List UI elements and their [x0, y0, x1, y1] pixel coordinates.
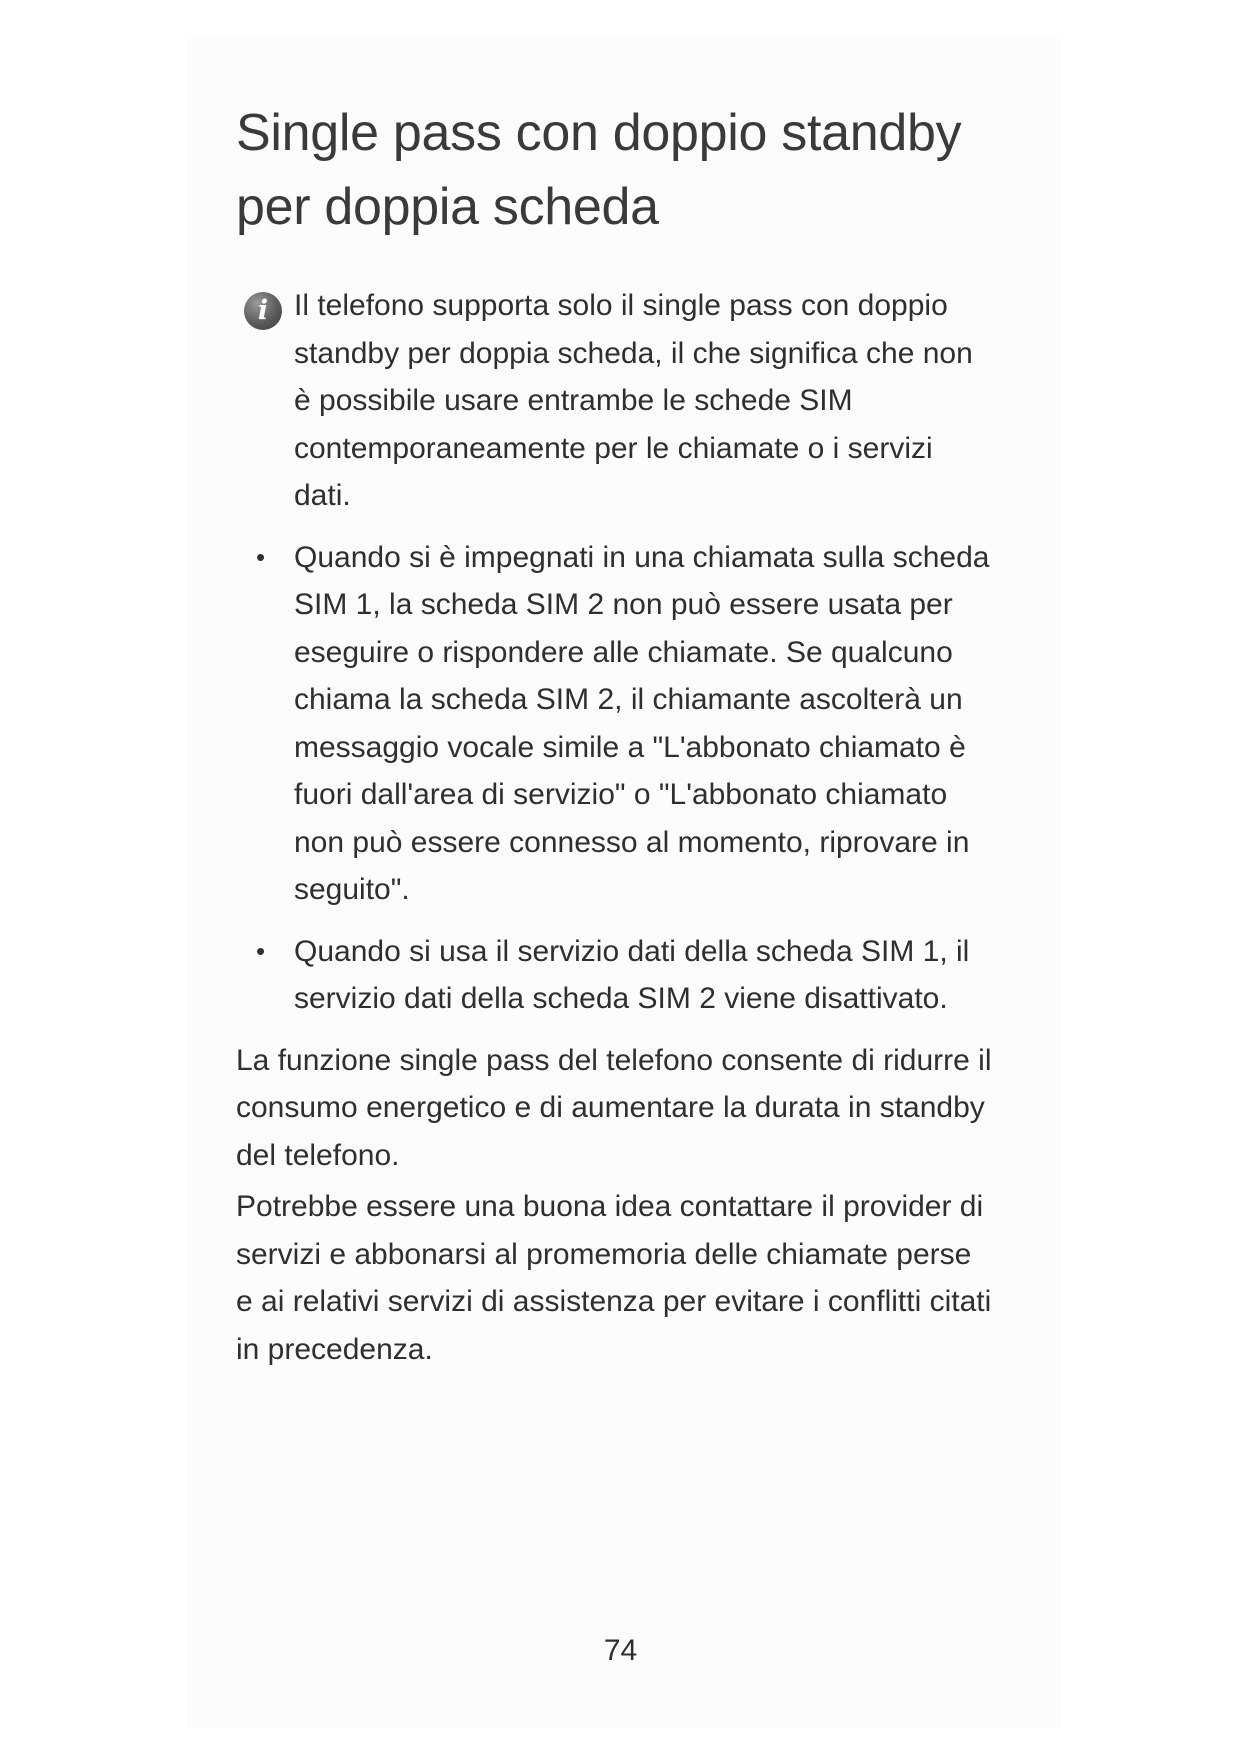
bullet-list — [236, 534, 996, 1023]
bullet-text: Quando si usa il servizio dati della scheda SIM 1, il servizio dati della scheda SIM 2 viene disattivato. — [294, 934, 970, 1015]
bullet-dot: • — [256, 541, 266, 572]
list-item — [256, 928, 996, 1023]
paragraph: Potrebbe essere una buona idea contattare il provider di servizi e abbonarsi al promemoria delle chiamate perse e ai relativi servizi di assistenza per evitare i conflitti citati in precedenza. — [236, 1190, 992, 1366]
title-line-1: Single pass con doppio standby — [236, 104, 962, 162]
bullet-text: Quando si è impegnati in una chiamata sulla scheda SIM 1, la scheda SIM 2 non può essere usata per eseguire o rispondere alle chiamate. Se qualcuno chiama la scheda SIM 2, il chiamante ascolterà un messaggio vocale simile a "L'abbonato chiamato è fuori dall'area di servizio" o "L'abbonato chiamato non può essere connesso al momento, riprovare in seguito". — [294, 540, 990, 906]
info-icon: i — [244, 292, 282, 330]
page-title — [236, 96, 996, 244]
page-content — [236, 96, 996, 1373]
bullet-dot: • — [256, 935, 266, 966]
note-block — [236, 282, 996, 520]
list-item — [256, 534, 996, 914]
page-number: 74 — [603, 1634, 638, 1667]
note-text: Il telefono supporta solo il single pass con doppio standby per doppia scheda, il che significa che non è possibile usare entrambe le schede SIM contemporaneamente per le chiamate o i servizi dati. — [294, 289, 973, 512]
paragraph: La funzione single pass del telefono consente di ridurre il consumo energetico e di aumentare la durata in standby del telefono. — [236, 1043, 992, 1172]
title-line-2: per doppia scheda — [236, 178, 659, 236]
